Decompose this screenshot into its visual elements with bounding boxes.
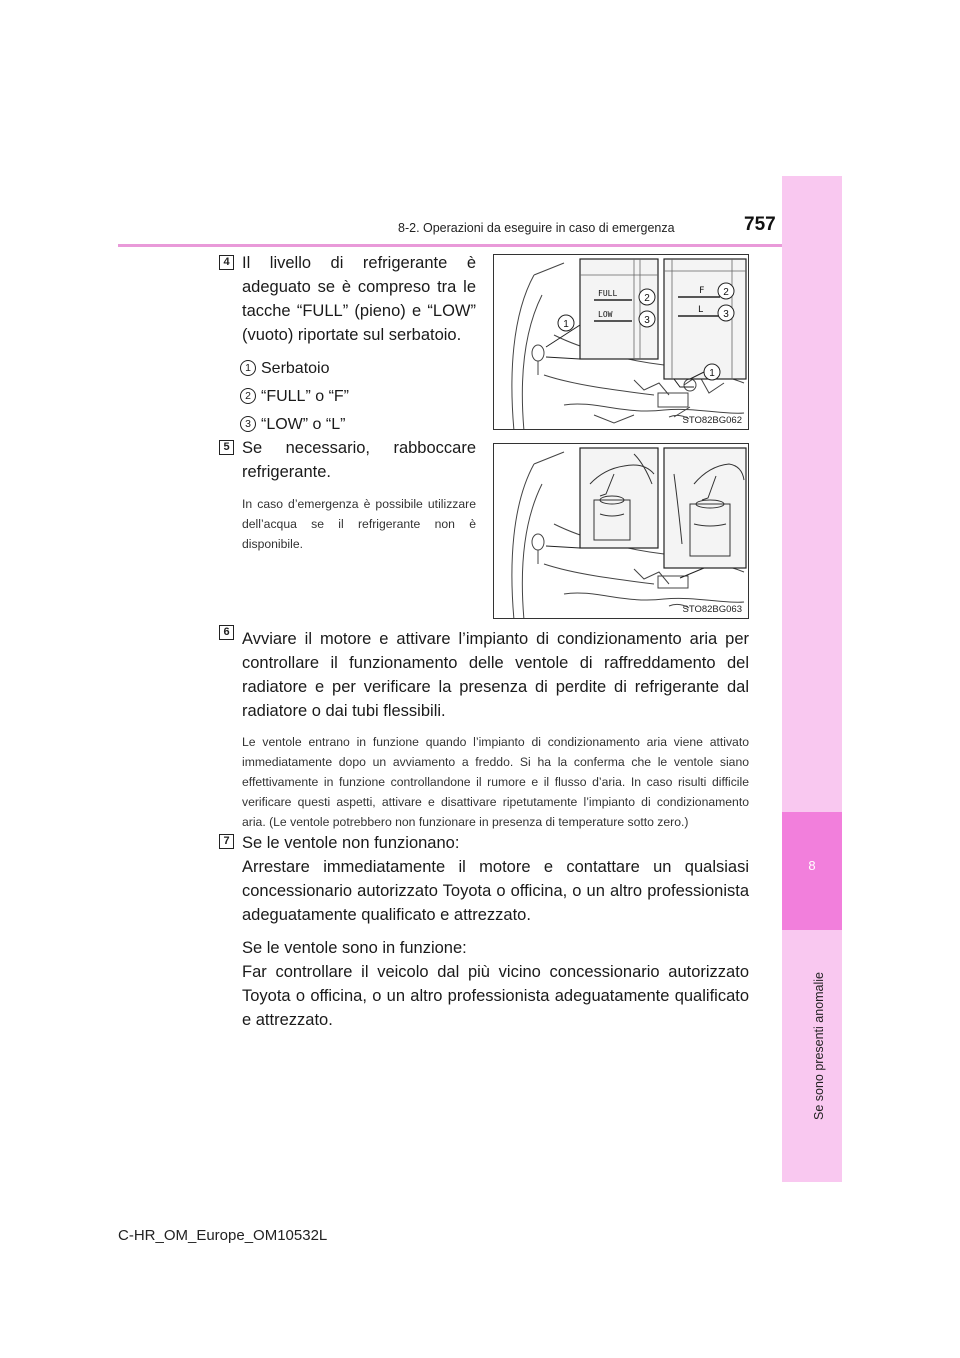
header-rule — [118, 244, 782, 247]
step-4-text: Il livello di refrigerante è adeguato se è compreso tra le tacche “FULL” (pieno) e “LOW” (vuoto) riportate sul serbatoio. — [242, 254, 476, 344]
callout-3: 3 — [644, 315, 650, 326]
step-7-condition-1: Se le ventole non funzionano: — [242, 834, 460, 852]
label-full: FULL — [598, 289, 618, 298]
step-badge-4: 4 — [219, 255, 234, 270]
legend-label: “LOW” o “L” — [261, 416, 346, 433]
step-7 — [242, 831, 749, 1032]
callout-1: 1 — [563, 319, 569, 330]
legend-label: “FULL” o “F” — [261, 388, 349, 405]
chapter-number: 8 — [808, 858, 816, 873]
callout-2: 2 — [644, 293, 650, 304]
legend-label: Serbatoio — [261, 360, 330, 377]
label-low: LOW — [598, 310, 613, 319]
step-badge-5: 5 — [219, 440, 234, 455]
figure-code: STO82BG062 — [682, 415, 742, 426]
step-5-text: Se necessario, rabboccare refrigerante. — [242, 439, 476, 481]
figure-refill-coolant — [493, 443, 749, 619]
legend-item — [242, 357, 476, 381]
step-badge-6: 6 — [219, 625, 234, 640]
legend-number: 3 — [240, 416, 256, 432]
step-7-instruction-2: Far controllare il veicolo dal più vicino concessionario autorizzato Toyota o officina, o un altro professionista adeguatamente qualificato e attrezzato. — [242, 963, 749, 1029]
step-7-instruction-1: Arrestare immediatamente il motore e contattare un qualsiasi concessionario autorizzato Toyota o officina, o un altro professionista adeguatamente qualificato e attrezzato. — [242, 858, 749, 924]
legend-item — [242, 413, 476, 437]
engine-bay-illustration — [494, 255, 749, 430]
step-5-note: In caso d’emergenza è possibile utilizzare dell’acqua se il refrigerante non è disponibile. — [242, 497, 476, 551]
step-6-text: Avviare il motore e attivare l’impianto di condizionamento aria per controllare il funzionamento delle ventole di raffreddamento del radiatore e per verificare la presenza di perdite di refrigerante dal radiatore o dai tubi flessibili. — [242, 630, 749, 720]
step-6 — [242, 627, 749, 832]
label-f: F — [699, 286, 705, 296]
callout-1: 1 — [709, 368, 715, 379]
step-badge-7: 7 — [219, 834, 234, 849]
legend-number: 1 — [240, 360, 256, 376]
figure-legend — [242, 357, 476, 437]
legend-number: 2 — [240, 388, 256, 404]
manual-code: C-HR_OM_Europe_OM10532L — [118, 1227, 328, 1244]
label-l: L — [698, 305, 704, 315]
figure-code: STO82BG063 — [682, 604, 742, 615]
page-number: 757 — [744, 214, 776, 235]
callout-2: 2 — [723, 287, 729, 298]
step-6-note: Le ventole entrano in funzione quando l’impianto di condizionamento aria viene attivato immediatamente dopo un avviamento a freddo. Si ha la conferma che le ventole siano effettivamente in funzione controllandone il rumore e il flusso d’aria. In caso risulti difficile verificare questi aspetti, attivare e disattivare ripetutamente l’impianto di condizionamento aria. (Le ventole potrebbero non funzionare in presenza di temperature sotto zero.) — [242, 735, 749, 829]
refill-illustration — [494, 444, 749, 619]
figure-coolant-reservoir-levels — [493, 254, 749, 430]
legend-item — [242, 385, 476, 409]
chapter-title: Se sono presenti anomalie — [812, 971, 826, 1120]
step-5 — [242, 436, 476, 554]
section-title: 8-2. Operazioni da eseguire in caso di emergenza — [398, 221, 675, 235]
step-4 — [242, 251, 476, 441]
step-7-condition-2: Se le ventole sono in funzione: — [242, 939, 467, 957]
callout-3: 3 — [723, 309, 729, 320]
